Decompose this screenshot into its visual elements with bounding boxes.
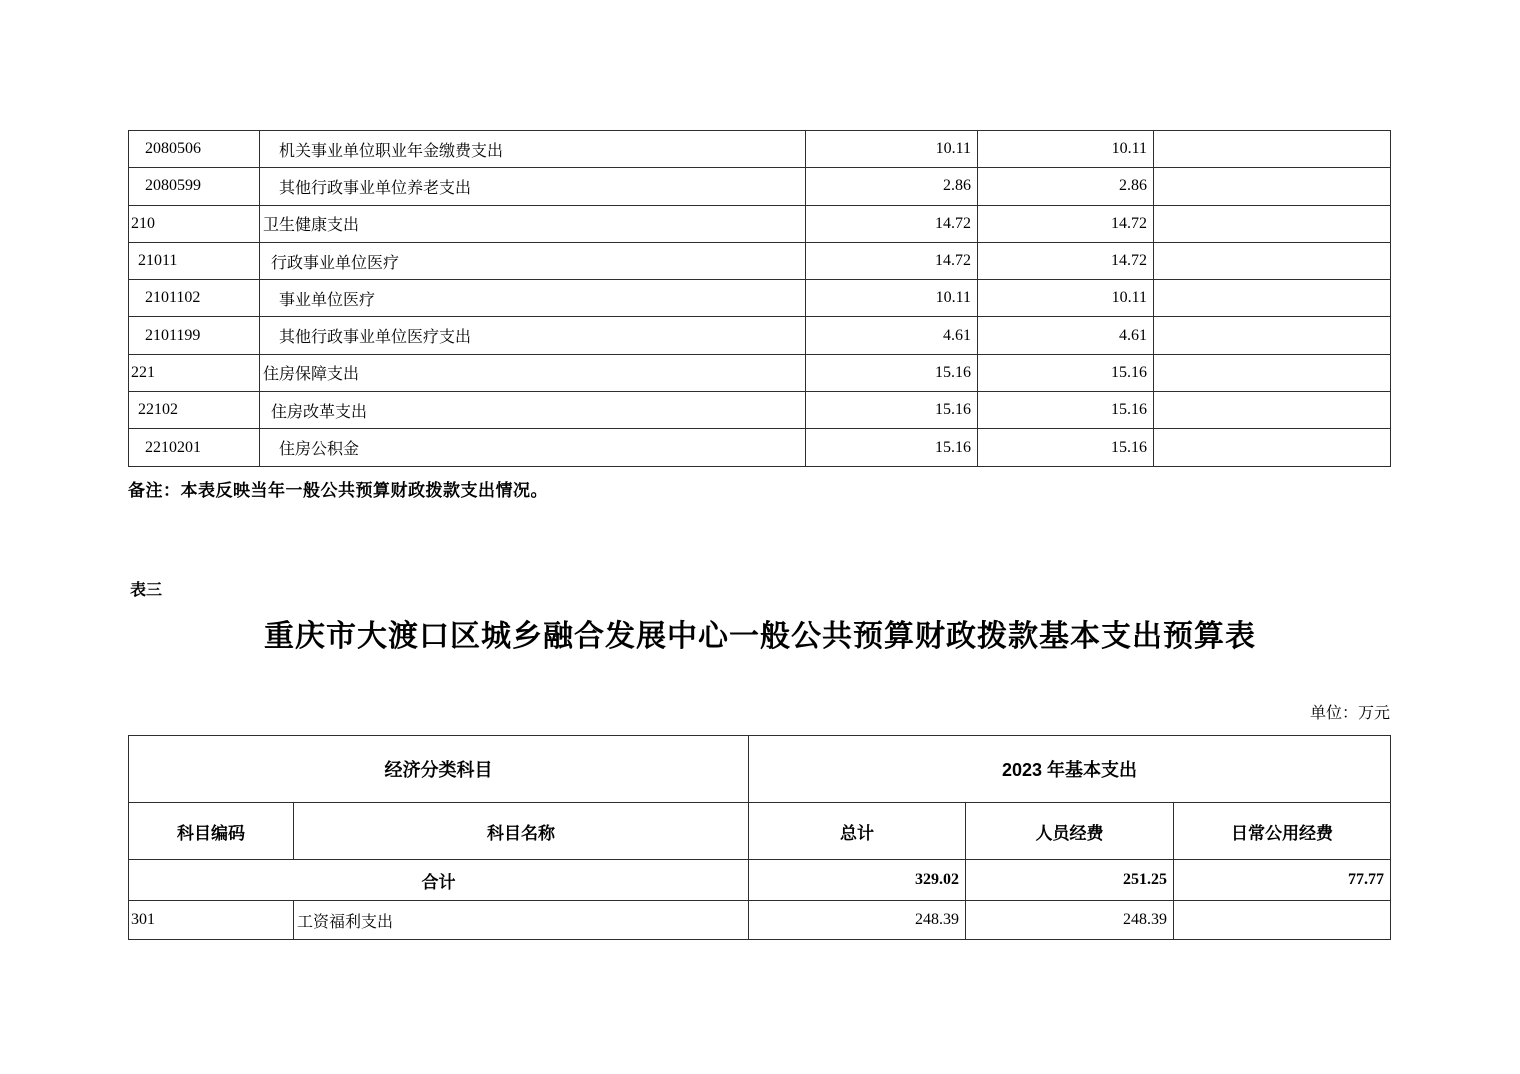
blank-cell [1154, 131, 1391, 168]
subject-name-cell: 行政事业单位医疗 [260, 242, 806, 279]
subject-name-cell: 住房保障支出 [260, 354, 806, 391]
subject-name-cell: 其他行政事业单位医疗支出 [260, 317, 806, 354]
amount-cell-total: 15.16 [806, 392, 978, 429]
table-index-label: 表三 [130, 582, 163, 599]
amount-cell-basic: 2.86 [978, 168, 1154, 205]
blank-cell [1154, 392, 1391, 429]
amount-cell-total: 2.86 [806, 168, 978, 205]
total-amount-cell: 329.02 [749, 860, 966, 901]
table-row [129, 205, 1391, 242]
col-header-subject-code: 科目编码 [129, 803, 294, 860]
col-header-subject-name: 科目名称 [294, 803, 749, 860]
table-row [129, 354, 1391, 391]
amount-cell-basic: 14.72 [978, 242, 1154, 279]
total-personnel-cell: 251.25 [966, 860, 1174, 901]
amount-cell-basic: 10.11 [978, 280, 1154, 317]
personnel-amount-cell: 248.39 [966, 901, 1174, 940]
subject-name-cell: 住房改革支出 [260, 392, 806, 429]
subject-code-cell: 210 [129, 205, 260, 242]
subject-code-cell: 221 [129, 354, 260, 391]
amount-cell-basic: 15.16 [978, 392, 1154, 429]
amount-cell-total: 10.11 [806, 131, 978, 168]
blank-cell [1154, 242, 1391, 279]
subject-name-cell: 工资福利支出 [294, 901, 749, 940]
amount-cell-basic: 10.11 [978, 131, 1154, 168]
amount-cell-total: 4.61 [806, 317, 978, 354]
subject-code-cell: 2101199 [129, 317, 260, 354]
subject-name-cell: 住房公积金 [260, 429, 806, 466]
blank-cell [1154, 354, 1391, 391]
col-header-total: 总计 [749, 803, 966, 860]
subject-code-cell: 2080599 [129, 168, 260, 205]
amount-cell-total: 14.72 [806, 205, 978, 242]
table-row [129, 317, 1391, 354]
general-budget-expenditure-table [128, 130, 1391, 467]
unit-label: 单位：万元 [1309, 705, 1390, 722]
amount-cell-basic: 15.16 [978, 429, 1154, 466]
amount-cell-total: 10.11 [806, 280, 978, 317]
daily-amount-cell [1174, 901, 1391, 940]
blank-cell [1154, 429, 1391, 466]
amount-cell-basic: 15.16 [978, 354, 1154, 391]
amount-cell-total: 15.16 [806, 429, 978, 466]
budget-table-rows [129, 131, 1391, 467]
subject-name-cell: 事业单位医疗 [260, 280, 806, 317]
total-amount-cell: 248.39 [749, 901, 966, 940]
page-title: 重庆市大渡口区城乡融合发展中心一般公共预算财政拨款基本支出预算表 [264, 620, 1256, 653]
basic-table-rows [129, 901, 1391, 940]
table-row [129, 168, 1391, 205]
col-header-daily-public: 日常公用经费 [1174, 803, 1391, 860]
total-label-cell: 合计 [129, 860, 749, 901]
total-row [129, 860, 1391, 901]
blank-cell [1154, 205, 1391, 242]
table-row [129, 392, 1391, 429]
amount-cell-basic: 4.61 [978, 317, 1154, 354]
col-header-personnel: 人员经费 [966, 803, 1174, 860]
group-header-row [129, 736, 1391, 803]
header-2023-basic-expenditure: 2023 年基本支出 [749, 736, 1391, 803]
subject-code-cell: 21011 [129, 242, 260, 279]
blank-cell [1154, 317, 1391, 354]
blank-cell [1154, 168, 1391, 205]
header-economic-classification: 经济分类科目 [129, 736, 749, 803]
subject-code-cell: 2101102 [129, 280, 260, 317]
subject-name-cell: 机关事业单位职业年金缴费支出 [260, 131, 806, 168]
subject-name-cell: 其他行政事业单位养老支出 [260, 168, 806, 205]
column-header-row [129, 803, 1391, 860]
table-row [129, 901, 1391, 940]
table-row [129, 131, 1391, 168]
subject-code-cell: 2080506 [129, 131, 260, 168]
table-row [129, 429, 1391, 466]
subject-name-cell: 卫生健康支出 [260, 205, 806, 242]
subject-code-cell: 22102 [129, 392, 260, 429]
table-row [129, 242, 1391, 279]
basic-expenditure-table [128, 735, 1391, 940]
subject-code-cell: 301 [129, 901, 294, 940]
subject-code-cell: 2210201 [129, 429, 260, 466]
blank-cell [1154, 280, 1391, 317]
amount-cell-total: 15.16 [806, 354, 978, 391]
amount-cell-basic: 14.72 [978, 205, 1154, 242]
note-text: 备注：本表反映当年一般公共预算财政拨款支出情况。 [128, 481, 548, 500]
total-daily-cell: 77.77 [1174, 860, 1391, 901]
table-row [129, 280, 1391, 317]
amount-cell-total: 14.72 [806, 242, 978, 279]
